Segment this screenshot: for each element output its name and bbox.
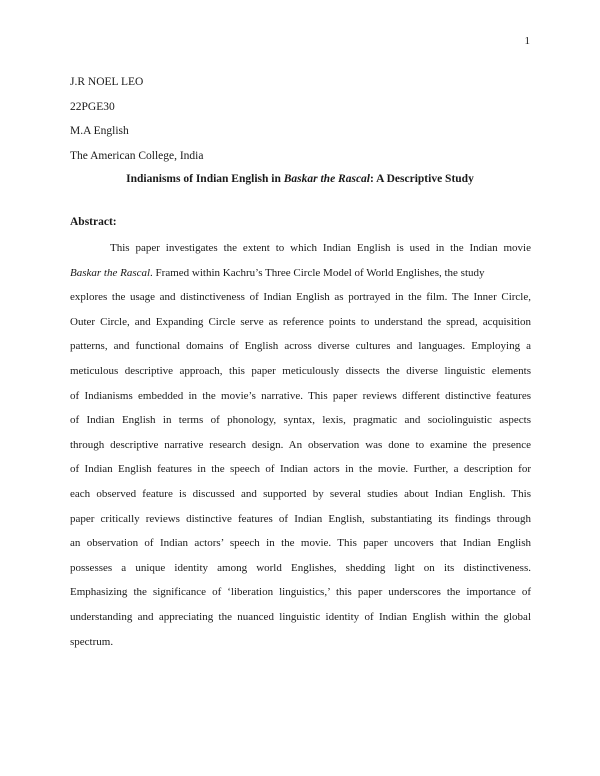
author-name: J.R NOEL LEO — [70, 76, 144, 88]
abstract-line: of Indian English in terms of phonology, syntax, lexis, pragmatic and sociolinguistic aspects — [70, 414, 531, 427]
abstract-line: possesses a unique identity among world Englishes, shedding light on its distinctiveness. — [70, 561, 531, 574]
abstract-line: an observation of Indian actors’ speech in the movie. This paper uncovers that Indian English — [70, 537, 531, 550]
abstract-line-text: . Framed within Kachru’s Three Circle Model of World Englishes, the study — [150, 266, 485, 279]
abstract-heading: Abstract: — [70, 216, 117, 228]
abstract-movie-name: Baskar the Rascal — [70, 266, 151, 279]
author-block — [70, 70, 203, 168]
title-prefix: Indianisms of Indian English in — [126, 173, 284, 185]
abstract-line — [70, 261, 531, 286]
abstract-line: meticulous descriptive approach, this paper meticulously dissects the diverse linguistic elements — [70, 364, 531, 377]
abstract-line: understanding and appreciating the nuanced linguistic identity of Indian English within the global — [70, 610, 531, 623]
abstract-line: paper critically reviews distinctive features of Indian English, substantiating its findings through — [70, 512, 531, 525]
abstract-line: Outer Circle, and Expanding Circle serve as reference points to understand the spread, acquisition — [70, 315, 531, 328]
abstract-line: This paper investigates the extent to which Indian English is used in the Indian movie — [110, 242, 531, 254]
page-number: 1 — [524, 35, 530, 47]
title-movie-name: Baskar the Rascal — [283, 173, 370, 185]
abstract-body — [70, 236, 531, 654]
student-id: 22PGE30 — [70, 100, 115, 113]
abstract-line: explores the usage and distinctiveness of Indian English as portrayed in the film. The Inner Circle, — [70, 291, 531, 304]
title-suffix: : A Descriptive Study — [370, 173, 474, 185]
abstract-line: of Indianisms embedded in the movie’s narrative. This paper reviews different distinctive features — [70, 389, 531, 402]
abstract-line: of Indian English features in the speech of Indian actors in the movie. Further, a description for — [70, 463, 531, 476]
institution: The American College, India — [70, 149, 204, 162]
abstract-line: through descriptive narrative research design. An observation was done to examine the presence — [70, 438, 531, 451]
abstract-line: Emphasizing the significance of ‘liberation linguistics,’ this paper underscores the importance of — [70, 586, 531, 599]
paper-title — [0, 173, 600, 185]
abstract-line: each observed feature is discussed and supported by several studies about Indian English. This — [70, 487, 531, 500]
program: M.A English — [70, 125, 129, 137]
abstract-line: spectrum. — [70, 635, 114, 648]
abstract-line: patterns, and functional domains of English across diverse cultures and languages. Employing a — [70, 340, 531, 353]
